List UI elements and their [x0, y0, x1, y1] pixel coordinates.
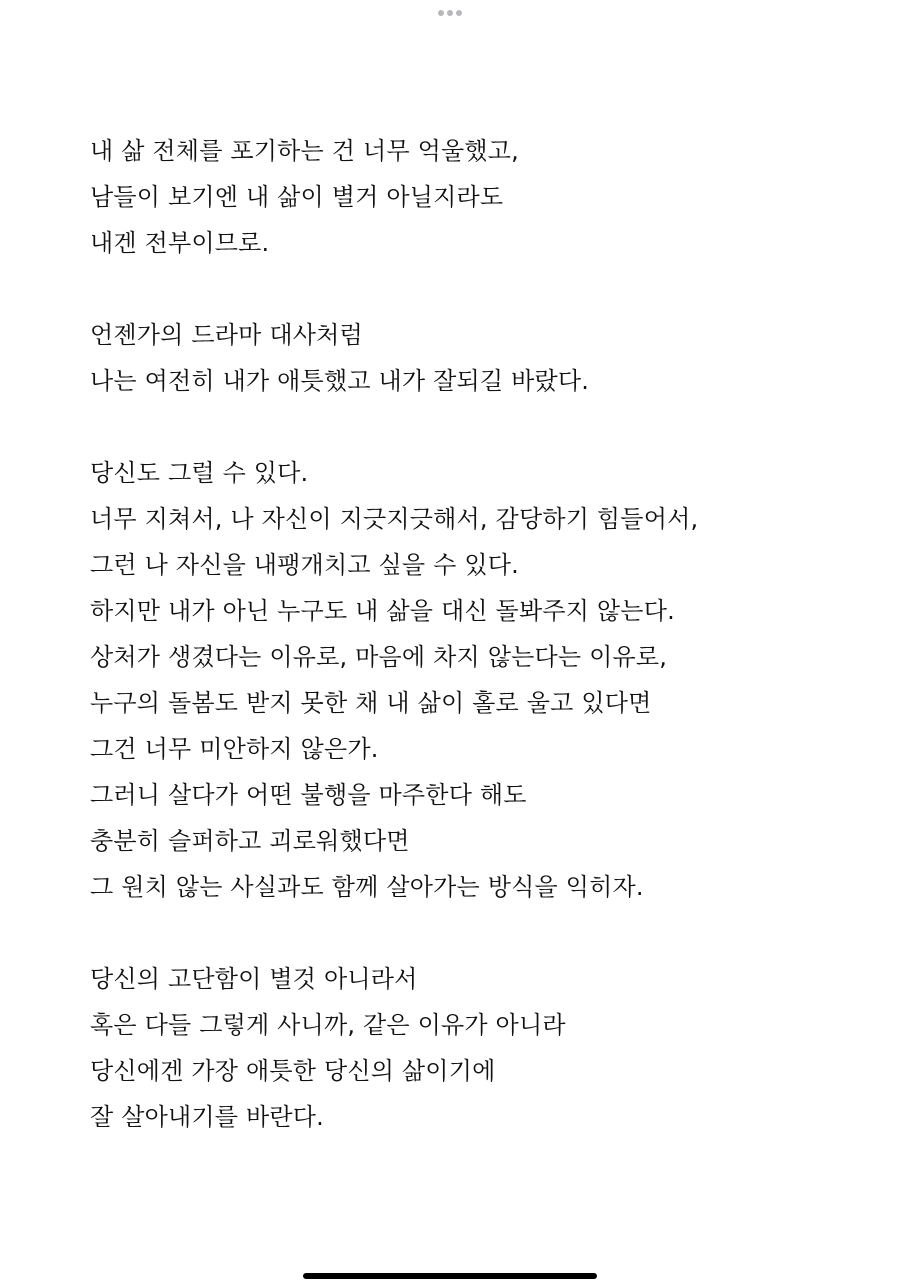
text-line: 나는 여전히 내가 애틋했고 내가 잘되길 바랐다.	[90, 367, 590, 395]
paragraph-1	[90, 128, 870, 266]
text-line: 상처가 생겼다는 이유로, 마음에 차지 않는다는 이유로,	[90, 643, 668, 671]
text-line: 언젠가의 드라마 대사처럼	[90, 321, 363, 349]
text-line: 너무 지쳐서, 나 자신이 지긋지긋해서, 감당하기 힘들어서,	[90, 505, 699, 533]
text-line: 남들이 보기엔 내 삶이 별거 아닐지라도	[90, 183, 504, 211]
dot	[456, 10, 462, 16]
text-line: 당신의 고단함이 별것 아니라서	[90, 965, 418, 993]
text-line: 그러니 살다가 어떤 불행을 마주한다 해도	[90, 781, 527, 809]
text-line: 누구의 돌봄도 받지 못한 채 내 삶이 홀로 울고 있다면	[90, 689, 652, 717]
more-dots-icon[interactable]	[438, 9, 462, 17]
dot	[438, 10, 444, 16]
text-line: 당신도 그럴 수 있다.	[90, 459, 309, 487]
home-indicator[interactable]	[303, 1273, 597, 1279]
paragraph-2	[90, 312, 870, 404]
paragraph-3	[90, 450, 870, 910]
paragraph-4	[90, 956, 870, 1140]
text-line: 그런 나 자신을 내팽개치고 싶을 수 있다.	[90, 551, 519, 579]
text-line: 그 원치 않는 사실과도 함께 살아가는 방식을 익히자.	[90, 873, 644, 901]
text-content	[90, 128, 870, 1186]
text-line: 하지만 내가 아닌 누구도 내 삶을 대신 돌봐주지 않는다.	[90, 597, 675, 625]
text-line: 그건 너무 미안하지 않은가.	[90, 735, 379, 763]
text-line: 잘 살아내기를 바란다.	[90, 1103, 324, 1131]
text-line: 내겐 전부이므로.	[90, 229, 270, 257]
text-line: 당신에겐 가장 애틋한 당신의 삶이기에	[90, 1057, 496, 1085]
dot	[447, 10, 453, 16]
text-line: 충분히 슬퍼하고 괴로워했다면	[90, 827, 410, 855]
text-line: 내 삶 전체를 포기하는 건 너무 억울했고,	[90, 137, 519, 165]
text-line: 혹은 다들 그렇게 사니까, 같은 이유가 아니라	[90, 1011, 566, 1039]
